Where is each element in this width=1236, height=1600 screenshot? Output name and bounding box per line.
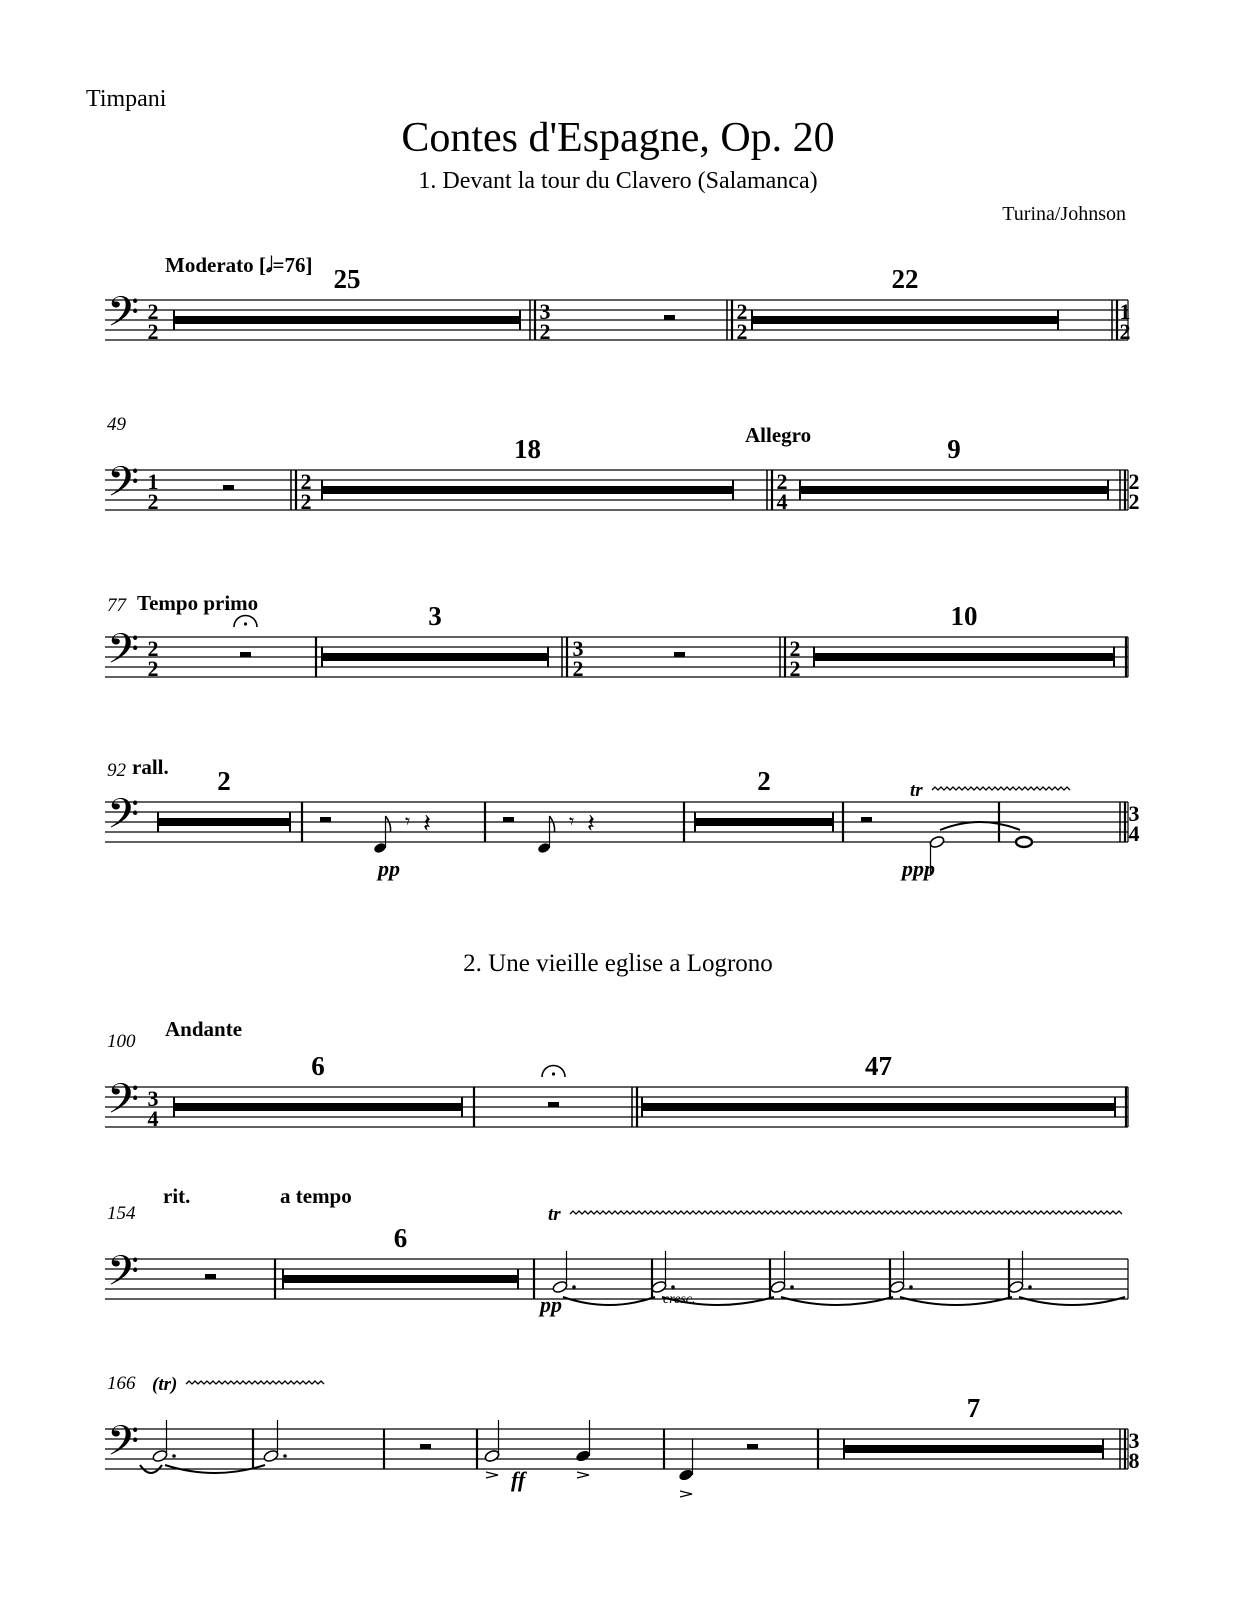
staff-system [105,1017,1128,1133]
quarter-note [575,1449,591,1463]
time-signature-top: 2 [147,299,159,324]
expression-marking: cresc. [663,1292,696,1307]
staff-system [105,414,1140,516]
time-signature-top: 1 [1119,299,1131,324]
augmentation-dot [790,1285,794,1289]
tempo-marking: rit. [163,1184,191,1208]
dynamic-marking: ff [511,1467,526,1492]
dotted-half-note [263,1449,279,1463]
rest-count: 6 [311,1051,325,1081]
half-rest [205,1274,216,1279]
dotted-half-note [770,1280,786,1294]
multimeasure-rest [800,486,1108,494]
bass-clef-icon: 𝄢 [107,790,140,848]
trill-icon: (tr) [152,1374,178,1395]
multimeasure-rest [752,316,1058,324]
multimeasure-rest [158,818,290,826]
half-rest [240,652,251,657]
measure-number: 49 [107,414,126,435]
bass-clef-icon: 𝄢 [107,1247,140,1305]
rest-count: 6 [393,1223,408,1253]
trill-icon: tr [910,780,923,801]
time-signature-bottom: 4 [776,489,788,514]
trill-wavy-line [932,787,1070,790]
tempo-marking: Tempo primo [137,591,259,615]
augmentation-dot [671,1285,675,1289]
tie-slur [900,1297,1012,1305]
time-signature-bottom: 2 [539,319,551,344]
time-signature-top: 2 [776,469,788,494]
instrument-name: Timpani [86,86,167,112]
half-rest [747,1444,758,1449]
time-signature-top: 3 [539,299,551,324]
time-signature-bottom: 2 [789,656,801,681]
score-title: Contes d'Espagne, Op. 20 [401,115,835,161]
tie-slur [1019,1297,1125,1305]
rest-count: 22 [891,264,919,294]
quarter-rest: 𝄽 [587,809,595,839]
multimeasure-rest [814,653,1114,661]
rest-count: 18 [514,434,541,464]
rest-count: 47 [865,1051,892,1081]
multimeasure-rest [322,486,733,494]
trill-wavy-line [186,1381,324,1384]
time-signature-bottom: 2 [572,656,584,681]
measure-number: 77 [107,595,126,616]
time-signature-bottom: 2 [736,319,748,344]
composer-credit: Turina/Johnson [1002,203,1126,225]
augmentation-dot [172,1454,176,1458]
fermata-dot [552,1072,555,1075]
time-signature-bottom: 2 [1119,319,1131,344]
movement-2-title: 2. Une vieille eglise a Logrono [463,950,773,977]
bass-clef-icon: 𝄢 [107,1417,140,1475]
note-flag [386,816,391,832]
half-rest [223,485,234,490]
eighth-rest: 𝄾 [405,809,411,833]
accent-icon [680,1491,692,1497]
tempo-marking: Moderato [𝅗𝅥=76] [165,253,313,277]
time-signature-top: 3 [1128,801,1140,826]
rest-count: 3 [428,601,442,631]
time-signature-bottom: 2 [147,489,159,514]
whole-note [1016,837,1032,847]
time-signature-top: 2 [736,299,748,324]
tie-slur [781,1297,893,1305]
multimeasure-rest [844,1445,1103,1453]
tempo-marking: rall. [132,755,169,779]
rest-count: 2 [217,766,231,796]
time-signature-top: 2 [147,636,159,661]
multimeasure-rest [695,818,833,826]
dynamic-marking: ppp [902,856,935,881]
tie-slur [940,822,1020,830]
time-signature-bottom: 4 [147,1106,159,1131]
tie-slur [563,1297,655,1305]
half-rest [664,315,675,320]
half-rest [674,652,685,657]
measure-number: 154 [107,1203,136,1224]
measure-number: 92 [107,760,126,781]
half-rest [420,1444,431,1449]
time-signature-bottom: 2 [147,656,159,681]
dotted-half-note [152,1449,168,1463]
dynamic-marking: pp [378,856,400,881]
note-flag [550,816,555,832]
multimeasure-rest [174,316,520,324]
time-signature-top: 3 [1128,1428,1140,1453]
time-signature-bottom: 8 [1128,1448,1140,1473]
time-signature-top: 2 [300,469,312,494]
half-rest [861,817,872,822]
half-note [929,835,945,849]
time-signature-top: 2 [789,636,801,661]
time-signature-top: 2 [1128,469,1140,494]
dotted-half-note [1008,1280,1024,1294]
quarter-note [678,1468,694,1482]
eighth-rest: 𝄾 [569,809,575,833]
time-signature-top: 3 [147,1086,159,1111]
staff-system [105,253,1131,346]
measure-number: 100 [107,1031,136,1052]
staff-system [105,1373,1140,1497]
trill-icon: tr [548,1204,561,1225]
tempo-marking: a tempo [280,1184,352,1208]
multimeasure-rest [322,653,548,661]
accent-icon [486,1472,498,1478]
bass-clef-icon: 𝄢 [107,458,140,516]
rest-count: 25 [333,264,361,294]
augmentation-dot [283,1454,287,1458]
rest-count: 7 [966,1393,981,1423]
augmentation-dot [909,1285,913,1289]
movement-1-title: 1. Devant la tour du Clavero (Salamanca) [418,168,818,194]
time-signature-bottom: 2 [147,319,159,344]
dynamic-marking: pp [540,1292,562,1317]
half-note [484,1449,500,1463]
rest-count: 2 [757,766,771,796]
half-rest [548,1102,559,1107]
rest-count: 10 [950,601,978,631]
rest-count: 9 [947,434,961,464]
half-rest [320,817,331,822]
fermata-dot [244,622,247,625]
trill-wavy-line [570,1211,1122,1214]
multimeasure-rest [283,1275,518,1283]
augmentation-dot [1028,1285,1032,1289]
staff-system [105,755,1140,881]
bass-clef-icon: 𝄢 [107,1075,140,1133]
accent-icon [577,1472,589,1478]
time-signature-bottom: 4 [1128,821,1140,846]
bass-clef-icon: 𝄢 [107,288,140,346]
time-signature-bottom: 2 [300,489,312,514]
staff-system [105,591,1128,683]
staff-system [105,1184,1128,1317]
measure-number: 166 [107,1373,136,1394]
multimeasure-rest [642,1103,1115,1111]
time-signature-top: 3 [572,636,584,661]
quarter-rest: 𝄽 [423,809,431,839]
time-signature-top: 1 [147,469,159,494]
tempo-marking: Andante [165,1017,243,1041]
tempo-marking: Allegro [745,423,812,447]
multimeasure-rest [174,1103,462,1111]
dotted-half-note [889,1280,905,1294]
half-rest [503,817,514,822]
bass-clef-icon: 𝄢 [107,625,140,683]
augmentation-dot [572,1285,576,1289]
time-signature-bottom: 2 [1128,489,1140,514]
